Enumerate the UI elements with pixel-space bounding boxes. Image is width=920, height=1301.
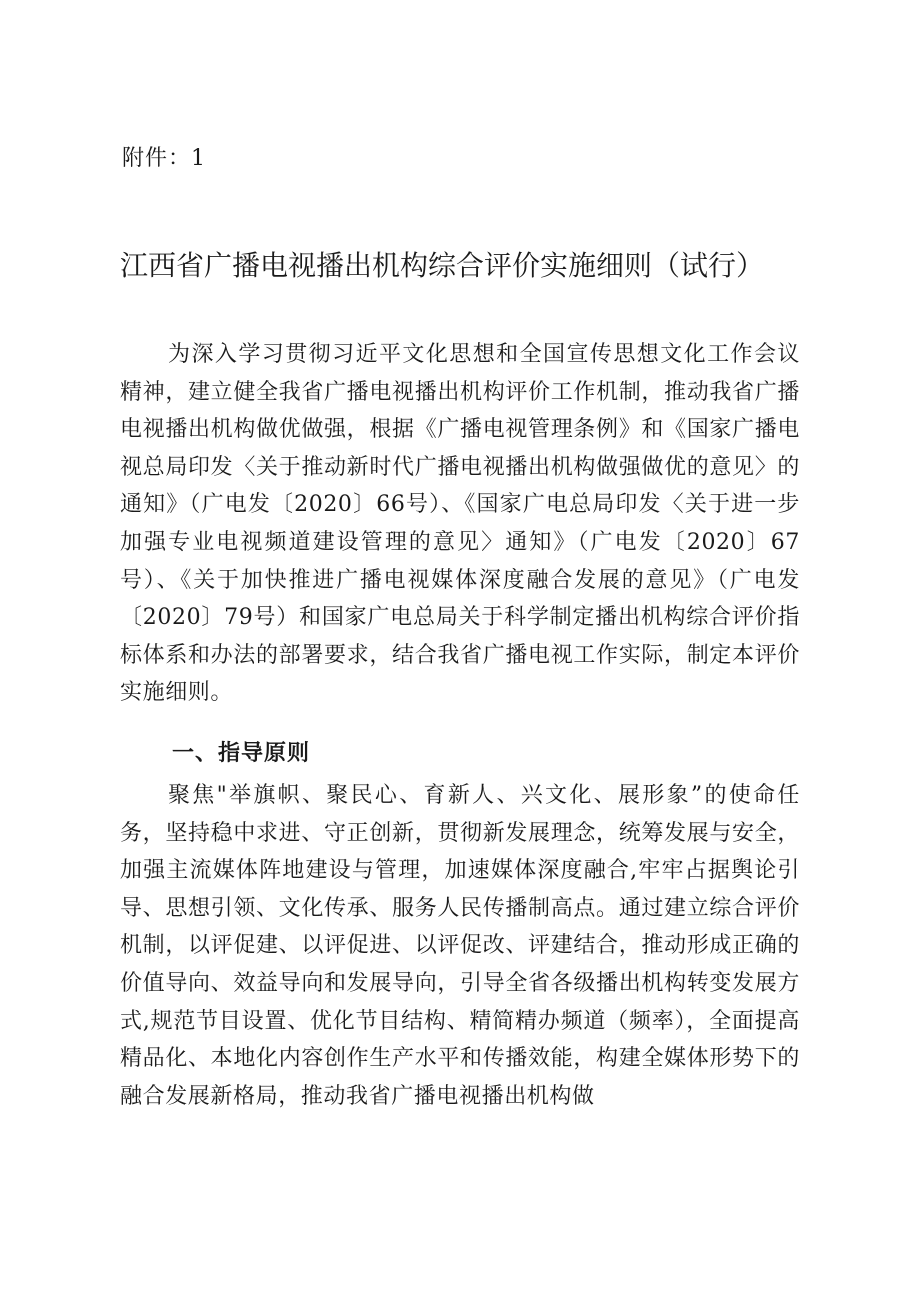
intro-paragraph: 为深入学习贯彻习近平文化思想和全国宣传思想文化工作会议精神，建立健全我省广播电视播出机构评价工作机制，推动我省广播电视播出机构做优做强，根据《广播电视管理条例》和《国家广播电视总局印发〈关于推动新时代广播电视播出机构做强做优的意见〉的通知》（广电发〔2020〕66号）、《国家广电总局印发〈关于进一步加强专业电视频道建设管理的意见〉通知》（广电发〔2020〕67号）、《关于加快推进广播电视媒体深度融合发展的意见》（广电发〔2020〕79号）和国家广电总局关于科学制定播出机构综合评价指标体系和办法的部署要求，结合我省广播电视工作实际，制定本评价实施细则。 [120, 342, 800, 706]
attachment-label: 附件：1 [122, 146, 206, 171]
guiding-principles-paragraph: 聚焦"举旗帜、聚民心、育新人、兴文化、展形象”的使命任务，坚持稳中求进、守正创新，贯彻新发展理念，统筹发展与安全，加强主流媒体阵地建设与管理，加速媒体深度融合,牢牢占据舆论引导、思想引领、文化传承、服务人民传播制高点。通过建立综合评价机制，以评促建、以评促进、以评促改、评建结合，推动形成正确的价值导向、效益导向和发展导向，引导全省各级播出机构转变发展方式,规范节目设置、优化节目结构、精简精办频道（频率），全面提高精品化、本地化内容创作生产水平和传播效能，构建全媒体形势下的融合发展新格局，推动我省广播电视播出机构做 [120, 783, 800, 1109]
document-title: 江西省广播电视播出机构综合评价实施细则（试行） [120, 249, 765, 282]
section-heading-guiding-principles: 一、指导原则 [172, 740, 311, 766]
